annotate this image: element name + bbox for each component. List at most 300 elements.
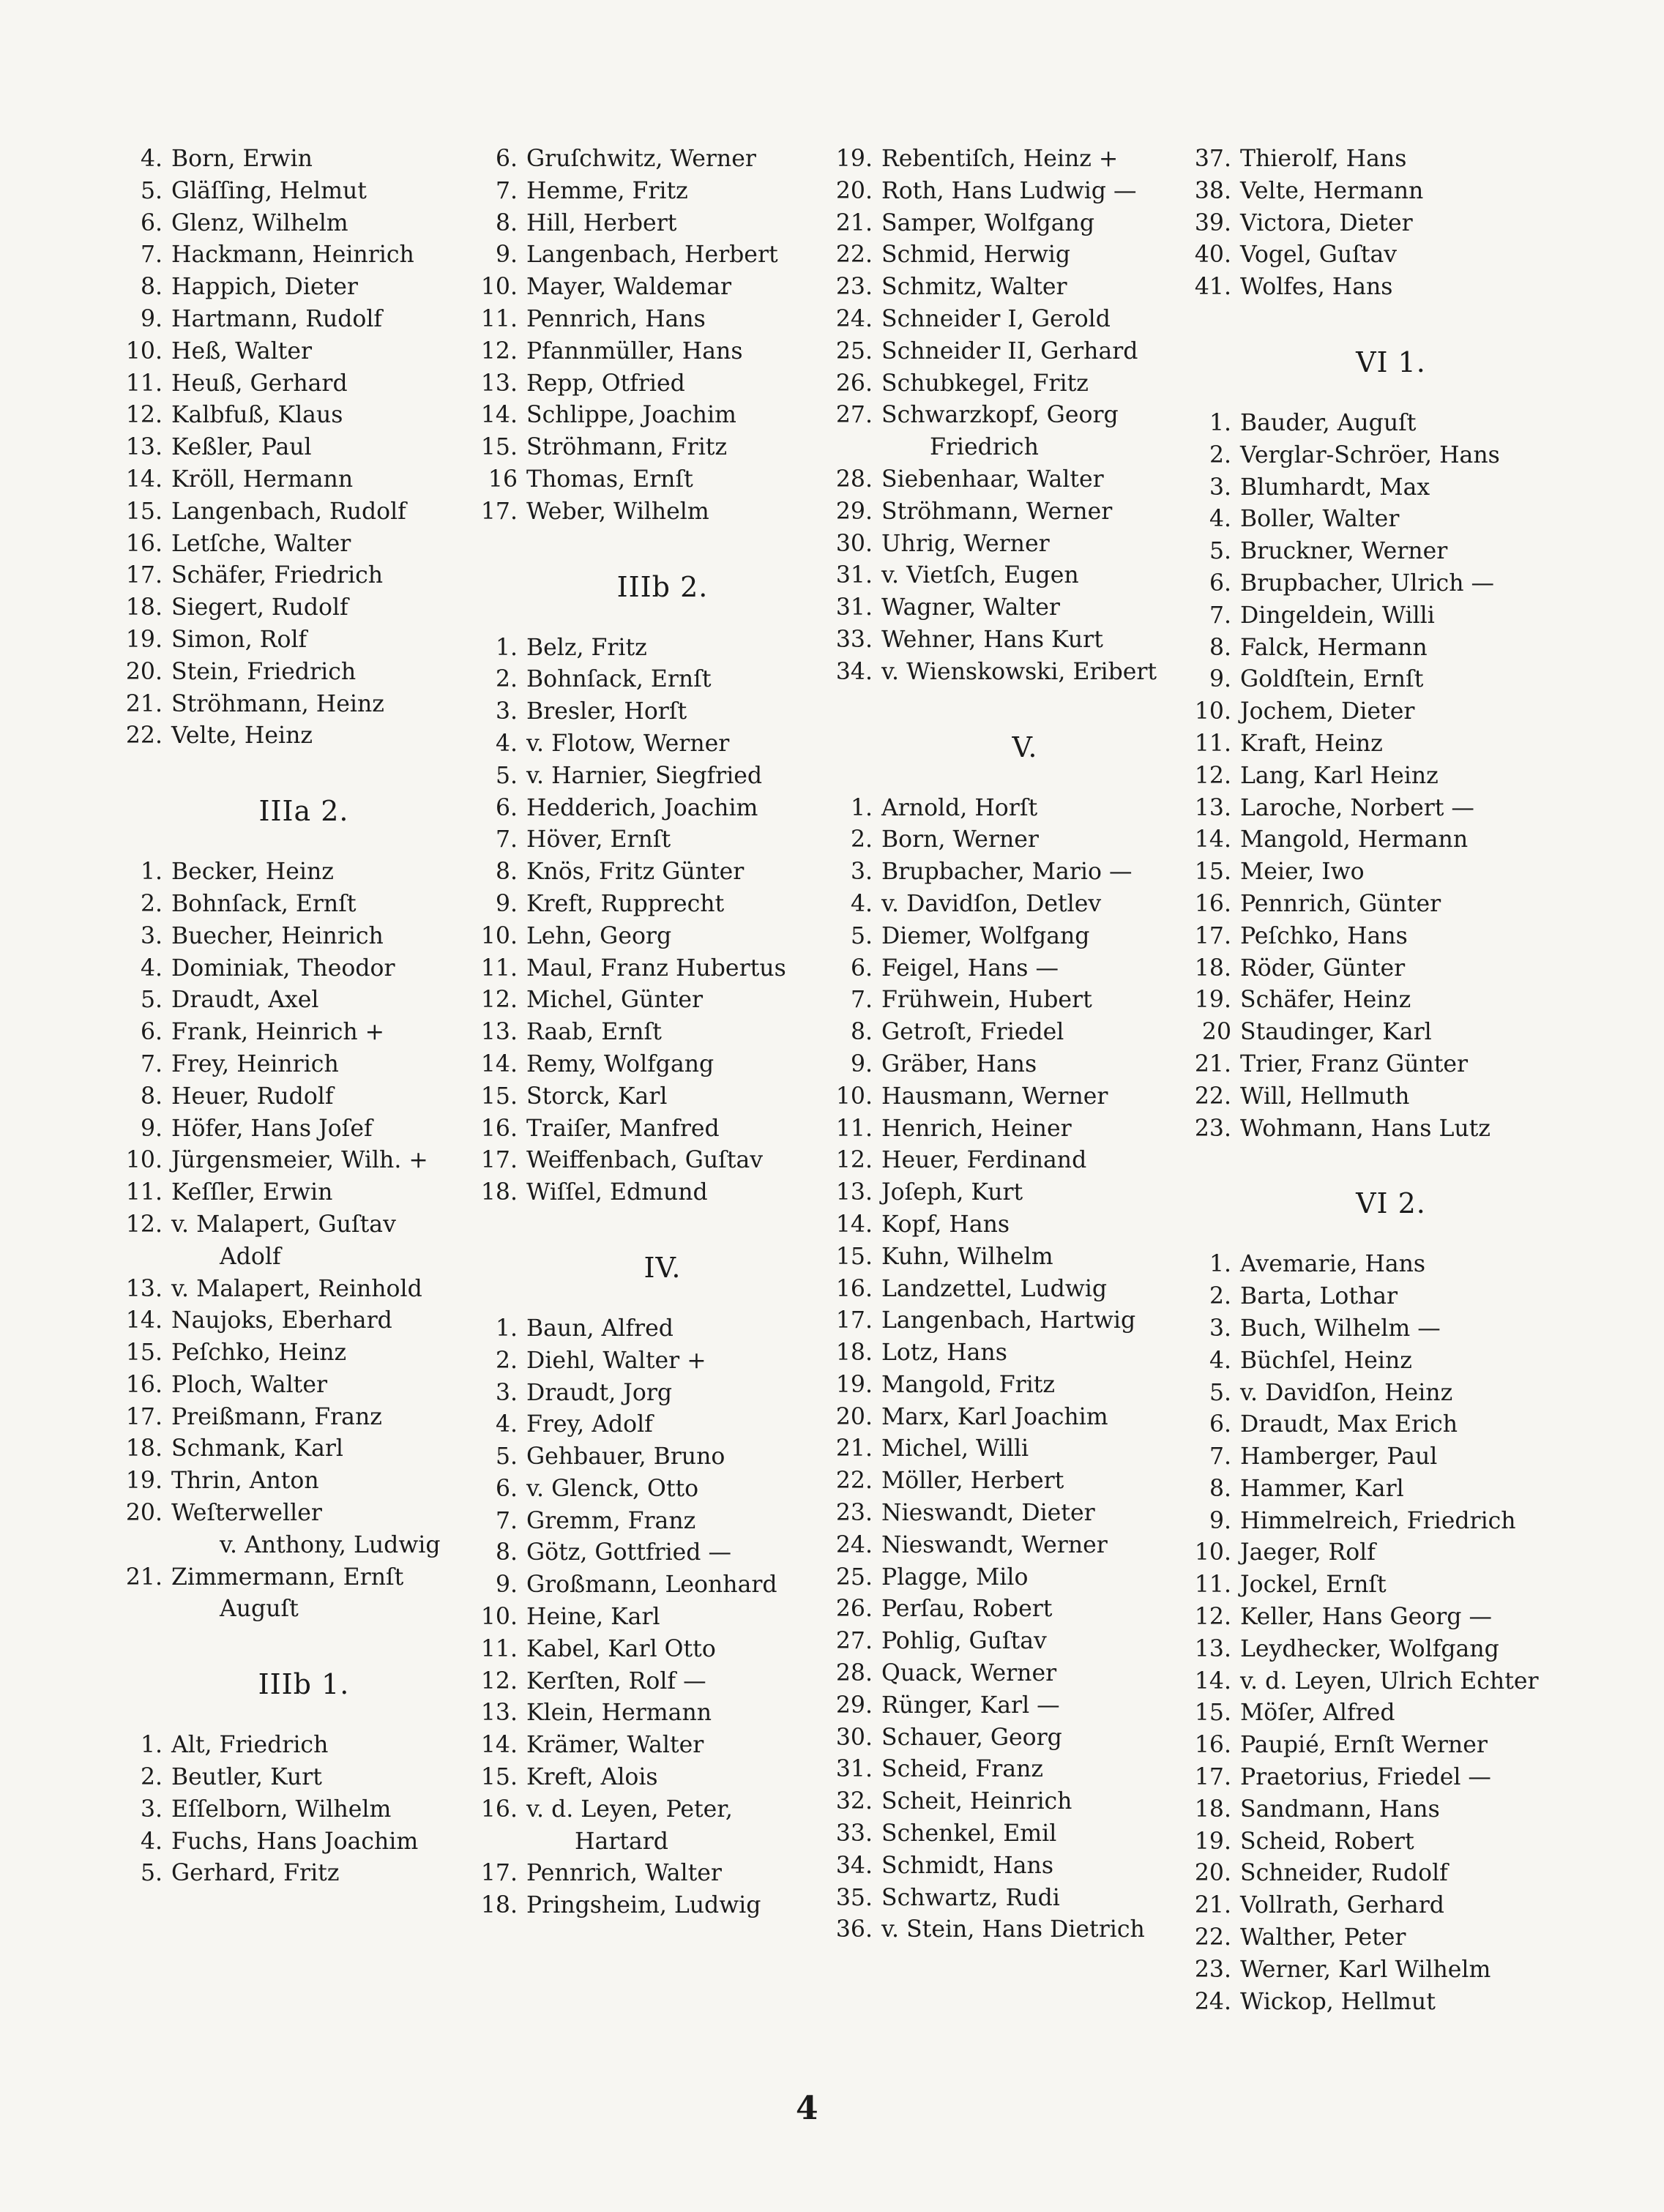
entry-name: Samper, Wolfgang xyxy=(881,209,1094,236)
roster-entry xyxy=(835,272,1186,304)
roster-entry xyxy=(480,1113,831,1146)
roster-entry xyxy=(124,624,469,657)
roster-entry xyxy=(480,696,831,728)
entry-number: 18. xyxy=(835,1339,873,1367)
roster-entry xyxy=(1193,1409,1559,1441)
entry-number: 17. xyxy=(125,562,163,589)
entry-name: Wehner, Hans Kurt xyxy=(881,626,1103,653)
entry-number: 12. xyxy=(480,987,518,1014)
entry-number: 9. xyxy=(140,1115,163,1142)
roster-entry xyxy=(1193,1081,1559,1113)
entry-name: Trier, Franz Günter xyxy=(1240,1050,1469,1077)
entry-number: 13. xyxy=(125,1275,163,1302)
entry-number: 3. xyxy=(495,698,518,725)
entry-number: 9. xyxy=(495,242,518,269)
roster-entry xyxy=(1193,239,1559,272)
entry-name: Langenbach, Herbert xyxy=(526,242,778,269)
entry-number: 8. xyxy=(140,274,163,301)
roster-entry xyxy=(124,272,469,304)
entry-name: Eſſelborn, Wilhelm xyxy=(171,1796,392,1823)
entry-name: Zimmermann, Ernſt xyxy=(171,1563,404,1591)
entry-name: Schmank, Karl xyxy=(171,1435,344,1462)
entry-number: 13. xyxy=(1194,794,1231,821)
entry-name: Kalbfuß, Klaus xyxy=(171,402,343,429)
entry-number: 15. xyxy=(125,498,163,525)
roster-entry xyxy=(480,1762,831,1794)
entry-name: Hemme, Fritz xyxy=(526,177,688,204)
entry-number: 20. xyxy=(835,177,873,204)
entry-name: Kreft, Alois xyxy=(526,1764,658,1791)
entry-name: Langenbach, Hartwig xyxy=(881,1307,1136,1334)
entry-name: Lehn, Georg xyxy=(526,922,672,949)
entry-name: Naujoks, Eberhard xyxy=(171,1307,392,1334)
roster-entry xyxy=(835,1914,1186,1946)
entry-name: Lang, Karl Heinz xyxy=(1240,762,1439,789)
entry-name: Heine, Karl xyxy=(526,1604,660,1631)
entry-name: Jockel, Ernſt xyxy=(1240,1572,1387,1599)
roster-entry xyxy=(124,1305,469,1337)
entry-name: Draudt, Jorg xyxy=(526,1379,673,1406)
entry-number: 20. xyxy=(125,658,163,685)
entry-name: v. Wienskowski, Eribert xyxy=(881,658,1157,685)
roster-entry xyxy=(480,432,831,464)
roster-entry xyxy=(1193,600,1559,632)
roster-entry xyxy=(835,1530,1186,1562)
entry-name: Brupbacher, Mario — xyxy=(881,859,1133,886)
entry-name: Thierolf, Hans xyxy=(1240,146,1407,172)
entry-name: Nieswandt, Werner xyxy=(881,1531,1108,1558)
entry-name: Blumhardt, Max xyxy=(1240,474,1430,501)
entry-number: 11. xyxy=(1194,730,1231,757)
roster-entry xyxy=(124,368,469,400)
entry-number: 11. xyxy=(125,1179,163,1206)
entry-number: 10. xyxy=(480,922,518,949)
entry-name: Kerſten, Rolf — xyxy=(526,1667,706,1695)
roster-entry xyxy=(124,1209,469,1241)
entry-name: Storck, Karl xyxy=(526,1083,668,1110)
entry-number: 2. xyxy=(140,1764,163,1791)
entry-number: 8. xyxy=(140,1083,163,1110)
entry-name: Götz, Gottfried — xyxy=(526,1539,731,1566)
roster-entry xyxy=(480,824,831,856)
entry-number: 14. xyxy=(1194,1667,1231,1695)
entry-number: 21. xyxy=(835,209,873,236)
roster-entry xyxy=(480,1537,831,1569)
roster-entry xyxy=(1193,1954,1559,1987)
entry-name: Kabel, Karl Otto xyxy=(526,1635,716,1662)
entry-name: Happich, Dieter xyxy=(171,274,358,301)
entry-name: Siegert, Rudolf xyxy=(171,594,348,621)
entry-name: Marx, Karl Joachim xyxy=(881,1403,1108,1430)
entry-number: 7. xyxy=(140,1050,163,1077)
entry-name: Möller, Herbert xyxy=(881,1468,1064,1495)
entry-number: 11. xyxy=(1194,1572,1231,1599)
entry-number: 17. xyxy=(835,1307,873,1334)
entry-name: Gehbauer, Bruno xyxy=(526,1443,725,1471)
entry-number: 21. xyxy=(835,1435,873,1462)
entry-name: Büchſel, Heinz xyxy=(1240,1347,1412,1374)
entry-number: 17. xyxy=(1194,922,1231,949)
roster-entry xyxy=(1193,1473,1559,1506)
roster-entry xyxy=(835,657,1186,689)
entry-name: Mayer, Waldemar xyxy=(526,274,732,301)
roster-entry xyxy=(124,1402,469,1434)
roster-entry xyxy=(1193,1281,1559,1313)
entry-number: 23. xyxy=(1194,1115,1231,1142)
entry-number: 24. xyxy=(835,305,873,332)
class-heading: VI 1. xyxy=(1356,345,1426,378)
entry-number: 1. xyxy=(1209,409,1231,436)
roster-entry xyxy=(1193,408,1559,440)
entry-number: 6. xyxy=(495,146,518,172)
roster-entry xyxy=(1193,889,1559,921)
entry-number: 5. xyxy=(1209,538,1231,565)
entry-number: 9. xyxy=(495,890,518,917)
roster-entry xyxy=(480,664,831,696)
entry-number: 15. xyxy=(835,1243,873,1270)
entry-number: 1. xyxy=(850,794,873,821)
entry-number: 10. xyxy=(125,1147,163,1174)
entry-name: Bauder, Auguſt xyxy=(1240,409,1417,436)
entry-name: Belz, Fritz xyxy=(526,634,647,661)
entry-number: 10. xyxy=(1194,1539,1231,1566)
roster-entry xyxy=(124,1794,469,1826)
roster-entry xyxy=(124,1049,469,1081)
roster-entry xyxy=(835,336,1186,368)
roster-entry xyxy=(835,496,1186,528)
entry-name: Schäfer, Friedrich xyxy=(171,562,384,589)
entry-name: Wickop, Hellmut xyxy=(1240,1988,1436,2015)
roster-entry xyxy=(1193,824,1559,856)
entry-number: 1. xyxy=(140,859,163,886)
entry-number: 11. xyxy=(480,305,518,332)
roster-entry xyxy=(480,793,831,825)
entry-number: 5. xyxy=(140,1860,163,1887)
entry-number: 16. xyxy=(480,1115,518,1142)
entry-name: Weſterweller xyxy=(171,1500,322,1527)
entry-number: 2. xyxy=(140,890,163,917)
entry-number: 31. xyxy=(835,562,873,589)
entry-number: 23. xyxy=(835,1500,873,1527)
entry-number: 12. xyxy=(1194,762,1231,789)
entry-number: 3. xyxy=(1209,474,1231,501)
roster-entry xyxy=(480,1473,831,1506)
entry-number: 7. xyxy=(1209,1443,1231,1471)
roster-entry xyxy=(835,304,1186,336)
roster-entry xyxy=(835,1658,1186,1690)
entry-number: 32. xyxy=(835,1788,873,1815)
entry-number: 8. xyxy=(850,1019,873,1046)
entry-name: Thomas, Ernſt xyxy=(526,466,693,493)
entry-number: 2. xyxy=(495,1347,518,1374)
entry-name: Ströhmann, Werner xyxy=(881,498,1113,525)
entry-name: Vollrath, Gerhard xyxy=(1240,1892,1444,1919)
roster-entry xyxy=(480,728,831,761)
entry-number: 5. xyxy=(1209,1379,1231,1406)
roster-entry xyxy=(1193,1537,1559,1569)
entry-name: Perſau, Robert xyxy=(881,1596,1053,1623)
entry-name: Fuchs, Hans Joachim xyxy=(171,1828,419,1855)
entry-number: 16 xyxy=(488,466,518,493)
entry-name: Brupbacher, Ulrich — xyxy=(1240,569,1494,597)
entry-name: Victora, Dieter xyxy=(1240,209,1413,236)
entry-name: Velte, Heinz xyxy=(171,722,313,750)
roster-entry xyxy=(124,1113,469,1146)
entry-number: 7. xyxy=(495,826,518,853)
entry-name: Langenbach, Rudolf xyxy=(171,498,406,525)
entry-number: 37. xyxy=(1194,146,1231,172)
entry-name: v. Glenck, Otto xyxy=(526,1475,699,1502)
entry-number: 12. xyxy=(480,1667,518,1695)
entry-name: Kopf, Hans xyxy=(881,1211,1010,1238)
entry-name: v. Flotow, Werner xyxy=(526,730,730,757)
entry-number: 3. xyxy=(495,1379,518,1406)
roster-entry xyxy=(480,921,831,953)
entry-name: Höver, Ernſt xyxy=(526,826,671,853)
roster-entry xyxy=(124,208,469,240)
entry-name: Schenkel, Emil xyxy=(881,1820,1057,1847)
roster-entry xyxy=(480,632,831,665)
entry-name: Boller, Walter xyxy=(1240,506,1400,533)
roster-entry xyxy=(835,953,1186,985)
entry-number: 22. xyxy=(125,722,163,750)
entry-number: 24. xyxy=(1194,1988,1231,2015)
entry-name: Lotz, Hans xyxy=(881,1339,1007,1367)
entry-name: Dominiak, Theodor xyxy=(171,954,395,982)
roster-entry xyxy=(1193,1017,1559,1049)
roster-entry xyxy=(480,176,831,208)
entry-number: 16. xyxy=(125,530,163,557)
entry-name: Hedderich, Joachim xyxy=(526,794,758,821)
entry-number: 27. xyxy=(835,1628,873,1655)
roster-entry xyxy=(1193,1890,1559,1922)
entry-number: 10. xyxy=(835,1083,873,1110)
roster-entry xyxy=(1193,272,1559,304)
roster-entry xyxy=(480,496,831,528)
roster-entry xyxy=(1193,953,1559,985)
entry-name: Bruckner, Werner xyxy=(1240,538,1448,565)
entry-name: Nieswandt, Dieter xyxy=(881,1500,1095,1527)
column-3 xyxy=(835,143,1186,1946)
entry-number: 14. xyxy=(125,1307,163,1334)
roster-entry xyxy=(1193,143,1559,176)
roster-entry xyxy=(124,689,469,721)
entry-name: Velte, Hermann xyxy=(1240,177,1424,204)
roster-entry xyxy=(1193,1569,1559,1602)
entry-name: Laroche, Norbert — xyxy=(1240,794,1474,821)
roster-entry xyxy=(480,400,831,432)
roster-entry xyxy=(1193,1634,1559,1666)
roster-entry xyxy=(835,1818,1186,1850)
roster-entry xyxy=(480,1345,831,1378)
entry-name: Heuer, Rudolf xyxy=(171,1083,334,1110)
entry-name: Keßler, Paul xyxy=(171,434,312,461)
roster-entry xyxy=(1193,568,1559,600)
roster-entry xyxy=(835,464,1186,496)
entry-number: 19. xyxy=(835,146,873,172)
entry-name: Schwarzkopf, Georg xyxy=(881,402,1119,429)
roster-entry xyxy=(1193,1049,1559,1081)
roster-entry xyxy=(480,984,831,1017)
entry-number: 6. xyxy=(495,794,518,821)
entry-number: 4. xyxy=(140,146,163,172)
roster-entry xyxy=(835,176,1186,208)
entry-number: 22. xyxy=(835,242,873,269)
entry-name: Becker, Heinz xyxy=(171,859,334,886)
roster-entry xyxy=(835,143,1186,176)
roster-entry xyxy=(835,1241,1186,1274)
entry-name: Schmitz, Walter xyxy=(881,274,1067,301)
column-4 xyxy=(1193,143,1559,2018)
roster-entry xyxy=(480,336,831,368)
roster-entry xyxy=(124,1177,469,1209)
roster-entry xyxy=(480,1506,831,1538)
roster-entry xyxy=(480,953,831,985)
roster-entry xyxy=(1193,176,1559,208)
entry-name: Gremm, Franz xyxy=(526,1507,696,1534)
entry-number: 11. xyxy=(480,954,518,982)
entry-name: Kröll, Hermann xyxy=(171,466,354,493)
entry-name: Leydhecker, Wolfgang xyxy=(1240,1635,1499,1662)
entry-name: Bohnſack, Ernſt xyxy=(526,666,712,693)
roster-entry xyxy=(124,921,469,953)
entry-number: 11. xyxy=(835,1115,873,1142)
entry-name: Großmann, Leonhard xyxy=(526,1572,777,1599)
entry-number: 13. xyxy=(480,1700,518,1727)
entry-name: Keſſler, Erwin xyxy=(171,1179,333,1206)
entry-name: Schneider, Rudolf xyxy=(1240,1860,1448,1887)
entry-name: Frey, Adolf xyxy=(526,1411,653,1438)
entry-number: 33. xyxy=(835,1820,873,1847)
entry-name: Schneider II, Gerhard xyxy=(881,337,1138,365)
entry-number: 18. xyxy=(125,1435,163,1462)
entry-number: 5. xyxy=(140,987,163,1014)
entry-number: 2. xyxy=(850,826,873,853)
entry-number: 29. xyxy=(835,498,873,525)
entry-number: 13. xyxy=(1194,1635,1231,1662)
roster-entry xyxy=(480,1634,831,1666)
entry-name: Raab, Ernſt xyxy=(526,1019,662,1046)
roster-entry xyxy=(1193,1441,1559,1473)
roster-entry xyxy=(124,432,469,464)
entry-number: 19. xyxy=(125,1468,163,1495)
entry-name: Himmelreich, Friedrich xyxy=(1240,1507,1516,1534)
roster-entry xyxy=(480,1145,831,1177)
roster-entry xyxy=(1193,1730,1559,1762)
entry-number: 34. xyxy=(835,1852,873,1879)
entry-number: 1. xyxy=(495,634,518,661)
entry-name: Hamberger, Paul xyxy=(1240,1443,1438,1471)
entry-name: Glenz, Wilhelm xyxy=(171,209,348,236)
roster-entry xyxy=(124,176,469,208)
roster-entry xyxy=(124,400,469,432)
entry-name: Gläſſing, Helmut xyxy=(171,177,367,204)
entry-number: 16. xyxy=(1194,1732,1231,1759)
roster-entry xyxy=(124,953,469,985)
roster-entry xyxy=(835,1593,1186,1626)
entry-number: 19. xyxy=(1194,1828,1231,1855)
roster-entry xyxy=(124,720,469,752)
entry-name: Gräber, Hans xyxy=(881,1050,1037,1077)
entry-name: Falck, Hermann xyxy=(1240,634,1428,661)
entry-name: Praetorius, Friedel — xyxy=(1240,1764,1491,1791)
roster-entry xyxy=(835,1498,1186,1530)
roster-entry xyxy=(124,1465,469,1498)
entry-number: 9. xyxy=(850,1050,873,1077)
entry-name: Hammer, Karl xyxy=(1240,1475,1404,1502)
entry-name: Frey, Heinrich xyxy=(171,1050,339,1077)
entry-number: 8. xyxy=(495,859,518,886)
entry-number: 18. xyxy=(480,1892,518,1919)
entry-number: 19. xyxy=(1194,987,1231,1014)
entry-number: 28. xyxy=(835,1660,873,1687)
entry-number: 35. xyxy=(835,1884,873,1911)
roster-entry xyxy=(480,1730,831,1762)
roster-entry xyxy=(835,1690,1186,1722)
entry-number: 1. xyxy=(495,1315,518,1342)
entry-number: 6. xyxy=(140,1019,163,1046)
entry-number: 4. xyxy=(140,1828,163,1855)
entry-name: Preißmann, Franz xyxy=(171,1403,382,1430)
entry-name: Heuß, Gerhard xyxy=(171,370,348,397)
entry-name: Jochem, Dieter xyxy=(1240,698,1415,725)
entry-name: Simon, Rolf xyxy=(171,626,307,653)
roster-entry xyxy=(1193,1697,1559,1730)
entry-name: Scheid, Robert xyxy=(1240,1828,1414,1855)
entry-number: 24. xyxy=(835,1531,873,1558)
roster-entry xyxy=(835,1049,1186,1081)
roster-entry xyxy=(835,1370,1186,1402)
entry-name: Joſeph, Kurt xyxy=(881,1179,1023,1206)
entry-name: Schlippe, Joachim xyxy=(526,402,736,429)
entry-number: 6. xyxy=(495,1475,518,1502)
entry-name: Kuhn, Wilhelm xyxy=(881,1243,1053,1270)
entry-name: v. Davidſon, Detlev xyxy=(881,890,1102,917)
entry-name: Getroſt, Friedel xyxy=(881,1019,1064,1046)
entry-number: 13. xyxy=(835,1179,873,1206)
roster-entry xyxy=(835,1081,1186,1113)
roster-entry xyxy=(1193,696,1559,728)
entry-name: Hausmann, Werner xyxy=(881,1083,1108,1110)
entry-name: Wagner, Walter xyxy=(881,594,1060,621)
entry-number: 21. xyxy=(125,690,163,717)
entry-name: Schwartz, Rudi xyxy=(881,1884,1060,1911)
entry-name: Henrich, Heiner xyxy=(881,1115,1072,1142)
entry-name: Draudt, Axel xyxy=(171,987,319,1014)
entry-name: Michel, Günter xyxy=(526,987,704,1014)
entry-number: 1. xyxy=(1209,1251,1231,1278)
entry-name: Feigel, Hans — xyxy=(881,954,1059,982)
entry-name: Hartmann, Rudolf xyxy=(171,305,383,332)
roster-entry xyxy=(124,560,469,592)
roster-entry xyxy=(1193,1506,1559,1538)
entry-name: Jürgensmeier, Wilh. + xyxy=(171,1147,428,1174)
roster-entry xyxy=(1193,856,1559,889)
roster-entry xyxy=(835,560,1186,592)
entry-name: Arnold, Horſt xyxy=(881,794,1038,821)
roster-entry xyxy=(1193,921,1559,953)
entry-name: Gruſchwitz, Werner xyxy=(526,146,756,172)
roster-entry xyxy=(124,1017,469,1049)
entry-number: 20. xyxy=(835,1403,873,1430)
entry-name: Pennrich, Hans xyxy=(526,305,706,332)
roster-entry xyxy=(480,1890,831,1922)
roster-entry xyxy=(835,1337,1186,1370)
entry-number: 18. xyxy=(125,594,163,621)
roster-entry xyxy=(480,1409,831,1441)
roster-entry xyxy=(1193,1987,1559,2019)
entry-number: 23. xyxy=(1194,1956,1231,1983)
